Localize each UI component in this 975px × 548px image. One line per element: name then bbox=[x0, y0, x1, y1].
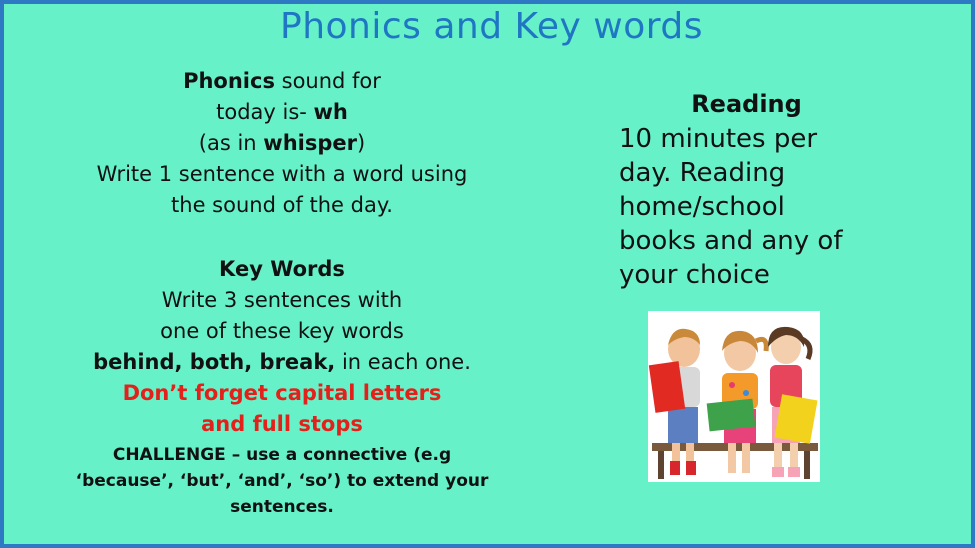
phonics-line-1 bbox=[44, 66, 520, 97]
challenge-line-3: sentences. bbox=[230, 497, 334, 517]
reminder-line-1: Don’t forget capital letters bbox=[122, 381, 442, 405]
key-words-line-1: Write 3 sentences with bbox=[161, 288, 403, 312]
phonics-line-1-rest: sound for bbox=[274, 69, 381, 93]
reading-line-4: books and any of bbox=[619, 226, 843, 256]
children-reading-image bbox=[648, 311, 820, 482]
reading-heading: Reading bbox=[691, 90, 802, 118]
phonics-line-4: Write 1 sentence with a word using bbox=[96, 162, 468, 186]
challenge-line-1: CHALLENGE – use a connective (e.g bbox=[112, 445, 452, 465]
reading-line-2: day. Reading bbox=[619, 158, 786, 188]
phonics-line-2-pre: today is- bbox=[216, 100, 314, 124]
key-words-list: behind, both, break, bbox=[93, 350, 336, 374]
phonics-example-word: whisper bbox=[263, 131, 357, 155]
reading-line-1: 10 minutes per bbox=[619, 124, 818, 154]
reading-line-3: home/school bbox=[619, 192, 785, 222]
key-words-line-2: one of these key words bbox=[160, 319, 404, 343]
phonics-line-2 bbox=[44, 97, 520, 128]
phonics-line-3 bbox=[44, 128, 520, 159]
phonics-line-3-post: ) bbox=[356, 131, 366, 155]
phonics-line-5: the sound of the day. bbox=[171, 193, 393, 217]
phonics-line-3-pre: (as in bbox=[198, 131, 264, 155]
challenge-section bbox=[44, 442, 520, 520]
key-words-heading bbox=[44, 254, 520, 285]
key-words-section bbox=[44, 254, 520, 440]
challenge-line-2: ‘because’, ‘but’, ‘and’, ‘so’) to extend your bbox=[75, 471, 489, 491]
phonics-section bbox=[44, 66, 520, 221]
phonics-sound: wh bbox=[313, 100, 348, 124]
page-title: Phonics and Key words bbox=[280, 6, 703, 47]
key-words-line-3-post: in each one. bbox=[335, 350, 471, 374]
key-words-heading-text: Key Words bbox=[219, 257, 345, 281]
phonics-label: Phonics bbox=[183, 69, 275, 93]
reading-line-5: your choice bbox=[619, 260, 770, 290]
key-words-line-3 bbox=[44, 347, 520, 378]
reading-body bbox=[619, 122, 889, 292]
reminder-line-2: and full stops bbox=[201, 412, 363, 436]
